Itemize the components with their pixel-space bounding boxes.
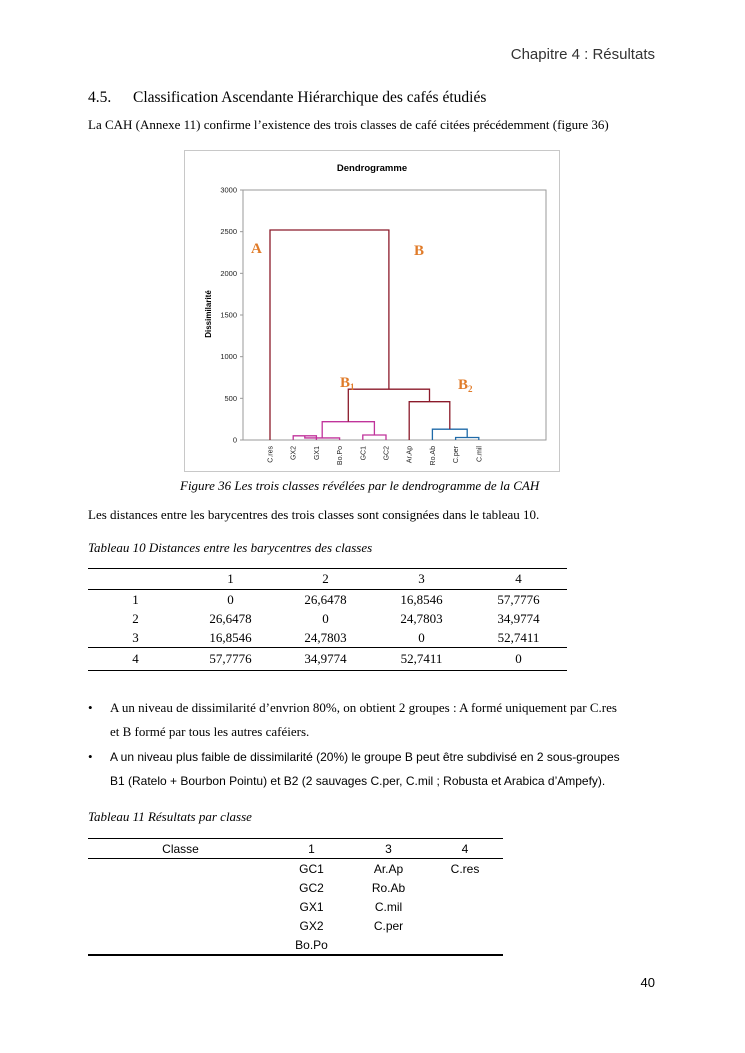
table-cell: 34,9774 — [278, 648, 373, 671]
y-tick-label: 2500 — [220, 227, 237, 237]
table-cell — [427, 916, 503, 935]
leaf-label: Ro.Ab — [429, 446, 437, 466]
table-cell: Bo.Po — [273, 935, 350, 955]
leaf-label: Ar.Ap — [406, 446, 414, 464]
dendrogram-link — [270, 230, 389, 440]
bullet-line: et B formé par tous les autres caféiers. — [110, 724, 310, 739]
table-row — [88, 648, 567, 671]
table-cell: GX1 — [299, 899, 324, 914]
table11-header-cell: 3 — [350, 839, 427, 859]
table-cell — [88, 859, 273, 879]
table-cell: C.mil — [374, 899, 403, 914]
table-row — [88, 935, 503, 955]
plot-area-frame — [243, 190, 546, 440]
table-cell: 57,7776 — [183, 648, 278, 671]
table10-caption: Tableau 10 Distances entre les barycentres des classes — [88, 540, 373, 555]
y-tick-label: 1000 — [220, 352, 237, 362]
table-cell: Ro.Ab — [371, 880, 406, 895]
table-cell: 16,8546 — [209, 629, 252, 645]
bullet-line: A un niveau de dissimilarité d’envrion 80%, on obtient 2 groupes : A formé uniquement par C.res — [110, 700, 617, 715]
table-cell — [88, 897, 273, 916]
table-row — [88, 590, 567, 610]
table-cell: 16,8546 — [400, 591, 443, 607]
bullet-symbol: • — [88, 700, 93, 715]
cluster-label: B — [414, 243, 425, 259]
table11-caption: Tableau 11 Résultats par classe — [88, 809, 252, 824]
dendrogram-figure — [184, 150, 560, 472]
y-tick-label: 500 — [224, 393, 237, 403]
dendrogram-link — [432, 429, 467, 440]
table-cell: 1 — [132, 591, 139, 607]
cluster-label: A — [251, 241, 262, 257]
leaf-label: GX2 — [290, 446, 298, 461]
table-cell: 26,6478 — [209, 610, 252, 626]
table-cell: C.per — [373, 918, 404, 933]
chart-title: Dendrogramme — [336, 163, 408, 174]
table-row — [88, 609, 567, 628]
table-cell: Ar.Ap — [373, 861, 404, 876]
table-row — [88, 897, 503, 916]
table-cell — [88, 878, 273, 897]
table-cell: C.res — [450, 861, 480, 876]
table11-header-row — [88, 839, 503, 859]
table11-header-cell: 4 — [427, 839, 503, 859]
table-cell: 52,7411 — [373, 648, 470, 671]
table-row — [88, 859, 503, 879]
section-title: Classification Ascendante Hiérarchique des cafés étudiés — [133, 89, 487, 106]
leaf-label: C.per — [453, 446, 461, 464]
table-cell: 2 — [132, 610, 139, 626]
leaf-label: Bo.Po — [337, 446, 345, 466]
y-tick-label: 1500 — [220, 310, 237, 320]
table11-header-cell: Classe — [88, 839, 273, 859]
table-cell: 24,7803 — [304, 629, 347, 645]
table-cell — [427, 897, 503, 916]
dendrogram-link — [348, 389, 429, 421]
table-cell: 57,7776 — [497, 591, 540, 607]
bullet-text — [110, 745, 670, 793]
table10-header-cell — [88, 569, 183, 590]
cluster-label-subscript: 2 — [468, 384, 473, 394]
y-axis-label: Dissimilarité — [204, 290, 213, 338]
table10-header-cell: 2 — [278, 569, 373, 590]
table-cell: GX2 — [299, 918, 324, 933]
bullet-line: B1 (Ratelo + Bourbon Pointu) et B2 (2 sauvages C.per, C.mil ; Robusta et Arabica d’Ampefy). — [110, 774, 606, 788]
table-cell: GC2 — [299, 880, 324, 895]
table-cell: GC1 — [299, 861, 324, 876]
table-cell: 0 — [322, 610, 329, 626]
y-tick-label: 2000 — [220, 268, 237, 278]
y-tick-label: 0 — [232, 435, 237, 445]
dendrogram-link — [409, 402, 450, 440]
table11-header-cell: 1 — [273, 839, 350, 859]
table-cell: 24,7803 — [400, 610, 443, 626]
table-cell: 52,7411 — [497, 629, 540, 645]
table-cell — [350, 935, 427, 955]
intro-paragraph: La CAH (Annexe 11) confirme l’existence des trois classes de café citées précédemment (figure 36) — [88, 117, 609, 132]
page-number: 40 — [640, 975, 655, 990]
table-cell: 0 — [227, 591, 234, 607]
leaf-label: C.mil — [476, 446, 484, 462]
section-number: 4.5. — [88, 89, 112, 106]
table-row — [88, 628, 567, 648]
leaf-label: GC1 — [360, 446, 368, 461]
bullet-text — [110, 696, 670, 744]
table-row — [88, 878, 503, 897]
cluster-label: $B_1$ — [340, 375, 355, 392]
table-cell — [88, 935, 273, 955]
y-tick-label: 3000 — [220, 185, 237, 195]
chapter-header: Chapitre 4 : Résultats — [510, 46, 655, 63]
leaf-label: GC2 — [383, 446, 391, 461]
section-heading — [88, 89, 486, 107]
table-cell: 0 — [470, 648, 567, 671]
bullet-line: A un niveau plus faible de dissimilarité (20%) le groupe B peut être subdivisé en 2 sous-groupes — [110, 750, 620, 764]
table10-header-cell: 4 — [470, 569, 567, 590]
figure-caption: Figure 36 Les trois classes révélées par le dendrogramme de la CAH — [180, 478, 540, 493]
table-cell — [427, 878, 503, 897]
table10-header-cell: 3 — [373, 569, 470, 590]
table-cell: 3 — [132, 629, 139, 645]
cluster-label: $B_2$ — [458, 377, 473, 394]
table10-header-row — [88, 569, 567, 590]
bullet-item — [88, 696, 688, 744]
leaf-label: GX1 — [313, 446, 321, 461]
distances-paragraph: Les distances entre les barycentres des trois classes sont consignées dans le tableau 10. — [88, 507, 540, 522]
cluster-label-subscript: 1 — [350, 382, 355, 392]
table-cell — [427, 935, 503, 955]
table-row — [88, 916, 503, 935]
bullet-item — [88, 745, 688, 793]
dendrogram-chart — [185, 151, 559, 471]
table10-header-cell: 1 — [183, 569, 278, 590]
table-cell: 4 — [88, 648, 183, 671]
leaf-label: C.res — [267, 446, 275, 463]
dendrogram-link — [363, 435, 386, 440]
table-cell: 0 — [418, 629, 425, 645]
table11 — [88, 838, 503, 956]
table-cell — [88, 916, 273, 935]
bullet-symbol: • — [88, 749, 93, 764]
table-cell: 34,9774 — [497, 610, 540, 626]
table10 — [88, 568, 567, 671]
table-cell: 26,6478 — [304, 591, 347, 607]
